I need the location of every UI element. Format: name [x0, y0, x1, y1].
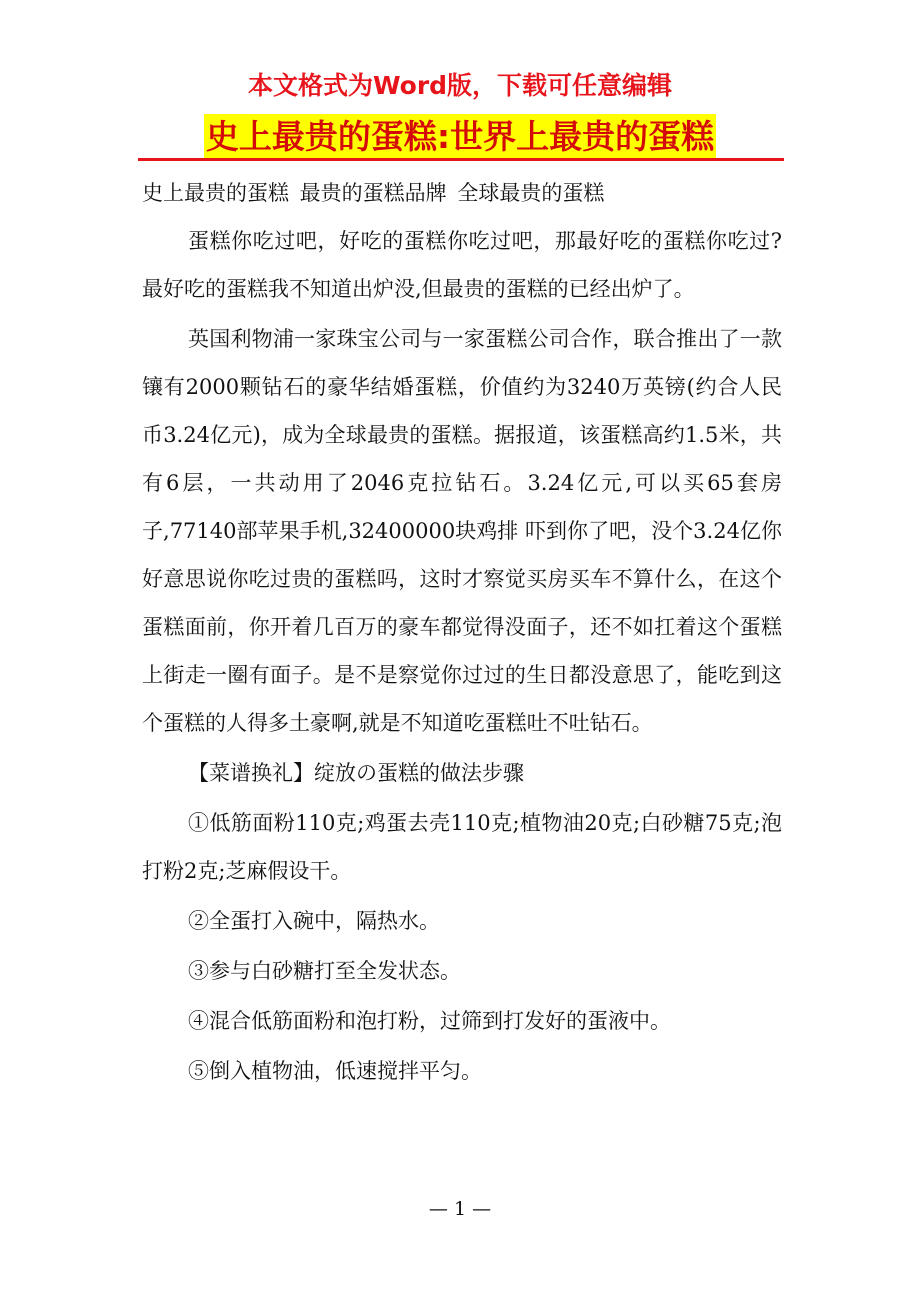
keyword-line: 史上最贵的蛋糕 最贵的蛋糕品牌 全球最贵的蛋糕: [142, 181, 605, 205]
document-title: 史上最贵的蛋糕:世界上最贵的蛋糕: [204, 114, 716, 160]
story-paragraph: 英国利物浦一家珠宝公司与一家蛋糕公司合作，联合推出了一款镶有2000颗钻石的豪华结婚蛋糕，价值约为3240万英镑(约合人民币3.24亿元)，成为全球最贵的蛋糕。据报道，该蛋糕高约1.5米，共有6层，一共动用了2046克拉钻石。3.24亿元,可以买65套房子,77140部苹果手机,32400000块鸡排 吓到你了吧，没个3.24亿你好意思说你吃过贵的蛋糕吗，这时才察觉买房买车不算什么，在这个蛋糕面前，你开着几百万的豪车都觉得没面子，还不如扛着这个蛋糕上街走一圈有面子。是不是察觉你过过的生日都没意思了，能吃到这个蛋糕的人得多土豪啊,就是不知道吃蛋糕吐不吐钻石。: [142, 327, 782, 735]
recipe-step: ①低筋面粉110克;鸡蛋去壳110克;植物油20克;白砂糖75克;泡打粉2克;芝麻假设干。: [142, 811, 782, 883]
recipe-step: ②全蛋打入碗中，隔热水。: [188, 909, 440, 933]
title-divider: [138, 158, 784, 161]
recipe-heading: 【菜谱换礼】绽放の蛋糕的做法步骤: [188, 761, 524, 785]
title-container: [0, 114, 920, 160]
intro-paragraph: 蛋糕你吃过吧，好吃的蛋糕你吃过吧，那最好吃的蛋糕你吃过?最好吃的蛋糕我不知道出炉没,但最贵的蛋糕的已经出炉了。: [142, 229, 782, 301]
recipe-step: ③参与白砂糖打至全发状态。: [188, 959, 461, 983]
recipe-step: ④混合低筋面粉和泡打粉，过筛到打发好的蛋液中。: [188, 1009, 671, 1033]
document-body: [142, 169, 782, 1095]
recipe-step: ⑤倒入植物油，低速搅拌平匀。: [188, 1059, 482, 1083]
format-notice: 本文格式为Word版，下载可任意编辑: [247, 71, 673, 100]
page-number: — 1 —: [428, 1198, 492, 1220]
